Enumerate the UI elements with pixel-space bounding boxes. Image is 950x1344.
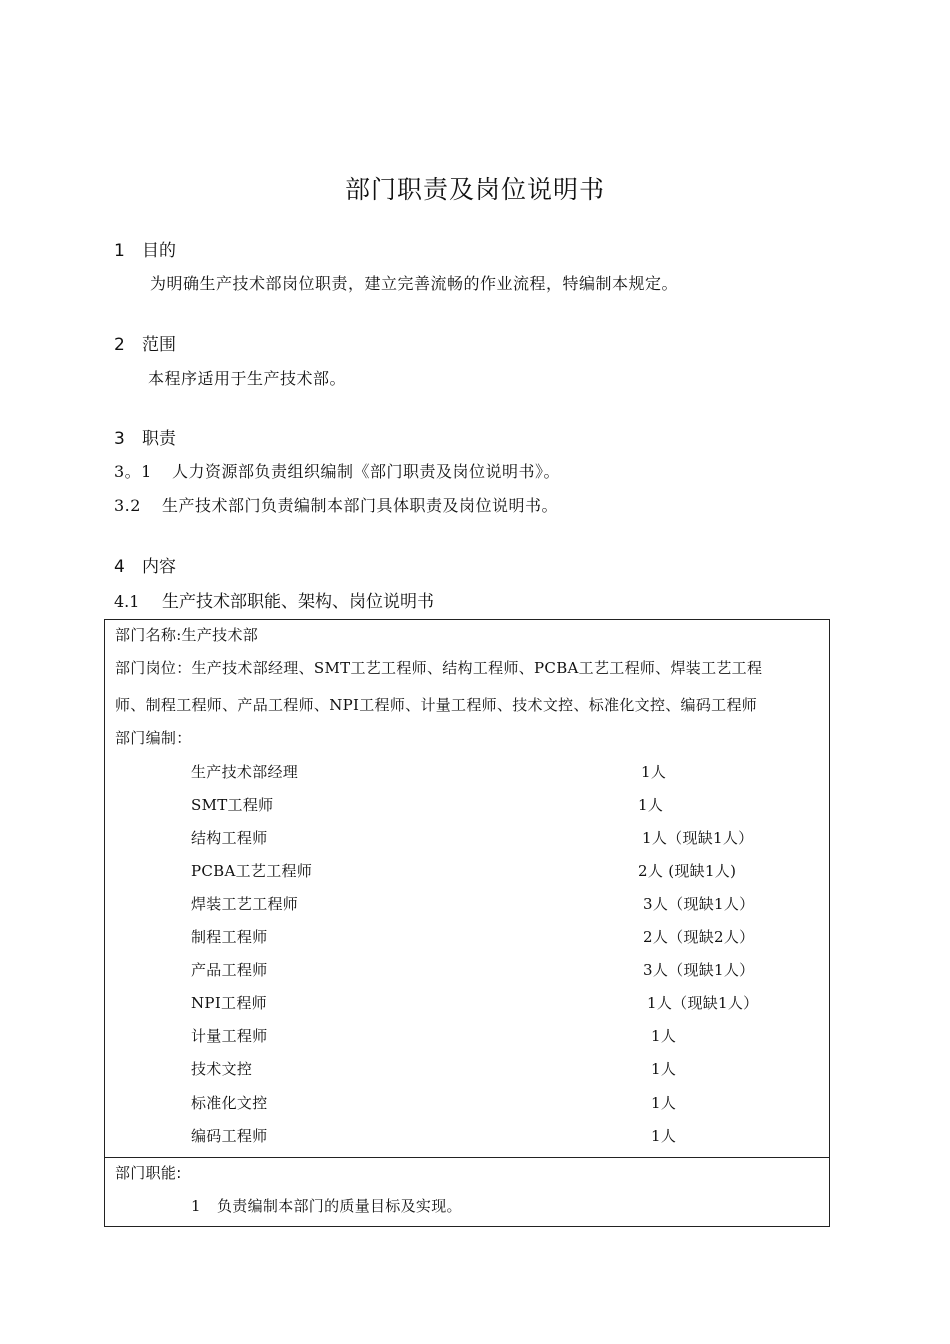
section-number: 4 [114,557,125,577]
purpose-text: 为明确生产技术部岗位职责，建立完善流畅的作业流程，特编制本规定。 [150,274,679,293]
section-title: 内容 [142,557,176,577]
roster-count: 1人 [641,763,667,781]
roster-count: 1人（现缺1人） [647,994,759,1012]
table-divider [105,1157,829,1158]
function-text: 负责编制本部门的质量目标及实现。 [217,1197,462,1215]
duty-item-number: 3。1 [114,462,152,481]
roster-count: 2人 (现缺1人) [638,862,737,880]
staffing-label: 部门编制： [115,729,192,747]
roster-position: 结构工程师 [191,829,268,847]
roster-count: 2人（现缺2人） [643,928,755,946]
roster-position: NPI工程师 [191,994,267,1012]
roster-position: 焊装工艺工程师 [191,895,299,913]
duty-item-text: 生产技术部门负责编制本部门具体职责及岗位说明书。 [162,496,559,515]
roster-count: 1人 [651,1060,677,1078]
section-title: 范围 [142,335,176,355]
roster-count: 1人 [651,1027,677,1045]
dept-name: 部门名称:生产技术部 [115,626,259,644]
subsection-heading [114,587,434,612]
dept-posts-line-1: 部门岗位：生产技术部经理、SMT工艺工程师、结构工程师、PCBA工艺工程师、焊装工艺工程 [115,659,763,677]
roster-position: SMT工程师 [191,796,274,814]
section-number: 1 [114,241,125,261]
section-purpose-heading [114,236,176,261]
section-content-heading [114,552,176,577]
roster-position: 生产技术部经理 [191,763,299,781]
roster-count: 1人 [651,1094,677,1112]
roster-position: 技术文控 [191,1060,253,1078]
roster-position: 标准化文控 [191,1094,268,1112]
department-table [104,619,830,1227]
section-title: 目的 [142,241,176,261]
dept-posts-line-2: 师、制程工程师、产品工程师、NPI工程师、计量工程师、技术文控、标准化文控、编码工程师 [115,696,758,714]
roster-count: 3人（现缺1人） [643,895,755,913]
subsection-title: 生产技术部职能、架构、岗位说明书 [162,592,434,612]
roster-count: 1人 [638,796,664,814]
roster-position: 计量工程师 [191,1027,268,1045]
subsection-number: 4.1 [114,592,140,611]
section-title: 职责 [142,429,176,449]
function-number: 1 [191,1197,201,1215]
duty-item-text: 人力资源部负责组织编制《部门职责及岗位说明书》。 [172,462,561,481]
section-scope-heading [114,330,176,355]
roster-position: 制程工程师 [191,928,268,946]
function-item [191,1195,462,1216]
duty-item [114,493,558,516]
duty-item-number: 3.2 [114,496,141,515]
duty-item [114,459,560,482]
section-duty-heading [114,424,176,449]
roster-position: 编码工程师 [191,1127,268,1145]
roster-count: 1人 [651,1127,677,1145]
roster-count: 3人（现缺1人） [643,961,755,979]
document-title: 部门职责及岗位说明书 [344,175,605,204]
scope-text: 本程序适用于生产技术部。 [148,369,347,388]
roster-count: 1人（现缺1人） [642,829,754,847]
section-number: 3 [114,429,125,449]
functions-label: 部门职能: [115,1164,182,1182]
roster-position: 产品工程师 [191,961,268,979]
section-number: 2 [114,335,125,355]
roster-position: PCBA工艺工程师 [191,862,313,880]
